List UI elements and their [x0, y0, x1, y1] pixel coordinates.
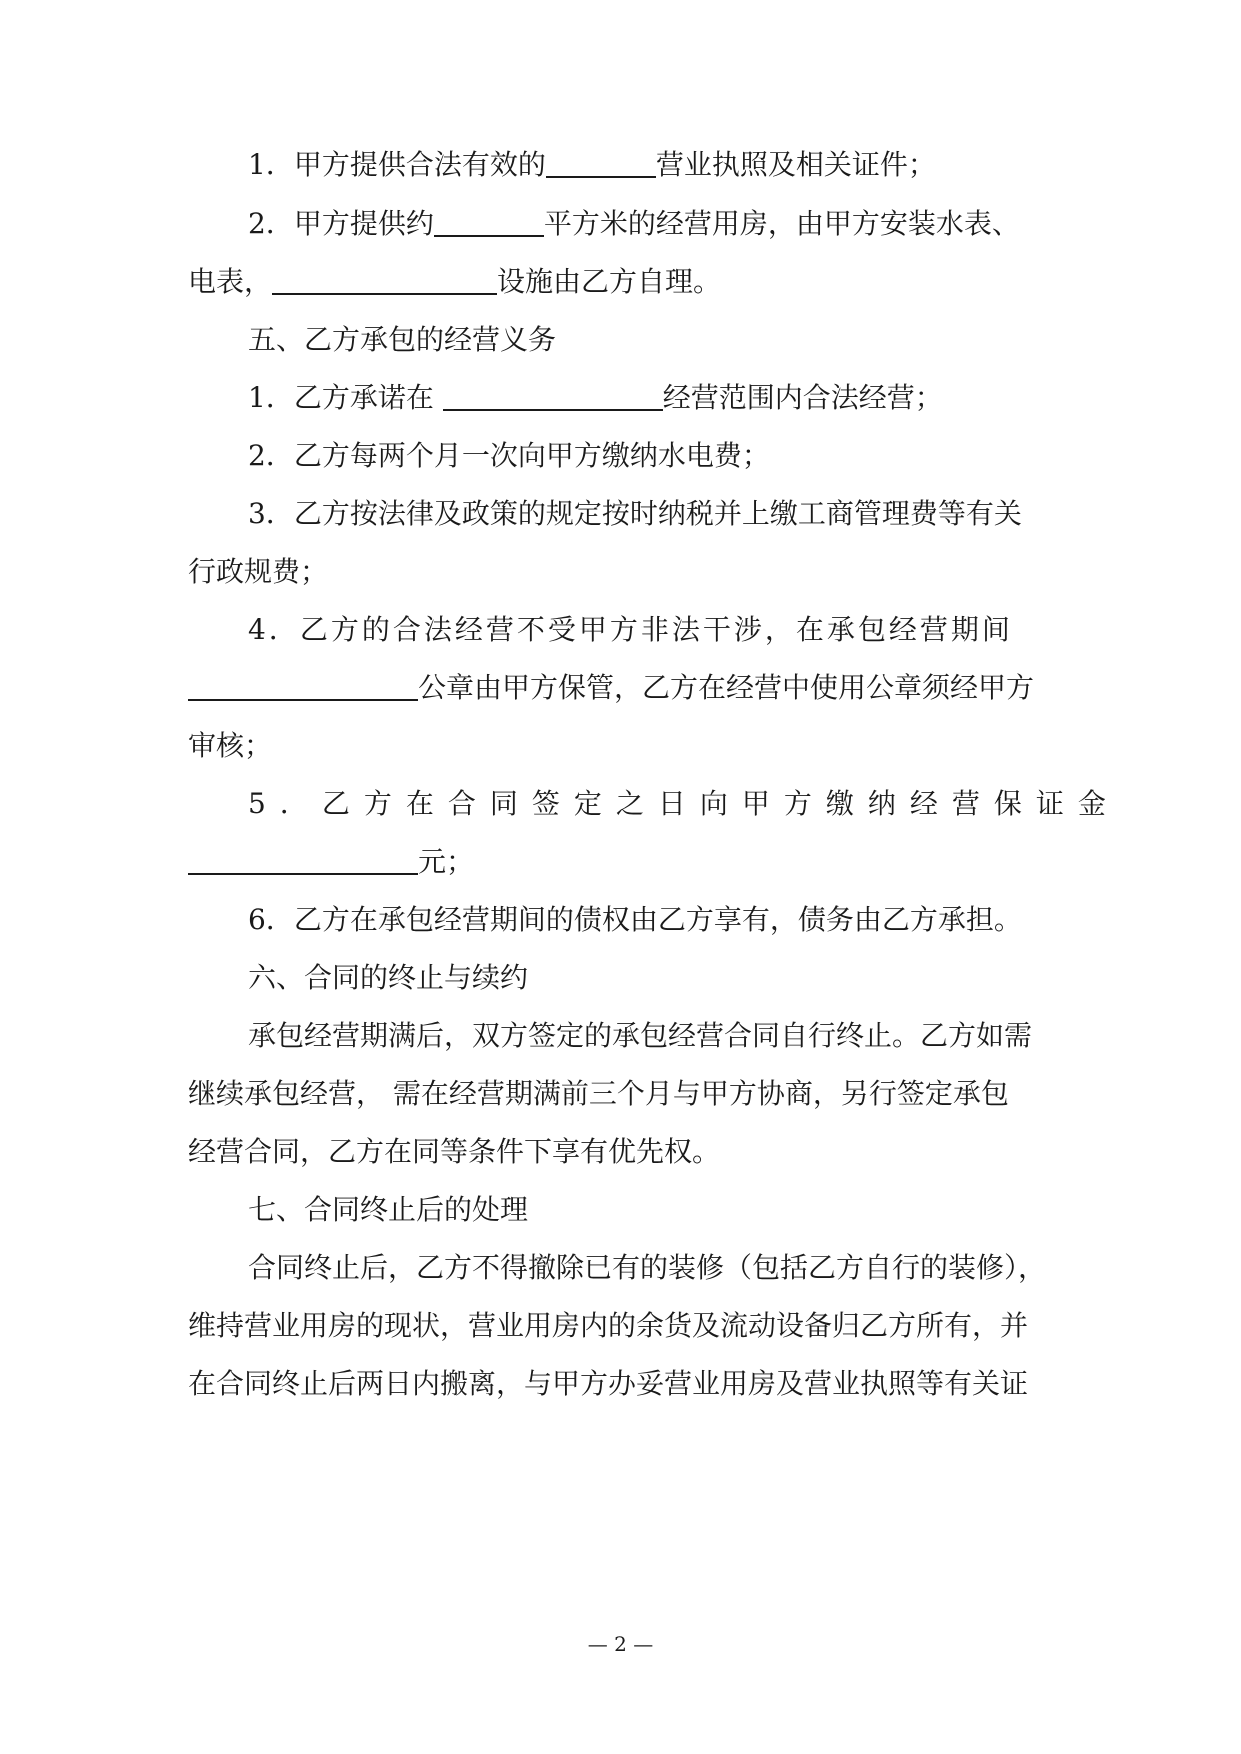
text: 设施由乙方自理。: [497, 265, 722, 298]
blank-field: [434, 205, 544, 237]
clause-4-2: [248, 204, 1060, 244]
section-6-para-line-3: 经营合同，乙方在同等条件下享有优先权。: [188, 1135, 721, 1168]
text: 1．乙方承诺在: [248, 381, 443, 414]
text: 营业执照及相关证件；: [655, 148, 936, 181]
section-6-para-line-1: 承包经营期满后，双方签定的承包经营合同自行终止。乙方如需: [248, 1019, 1033, 1052]
blank-field: [443, 379, 663, 411]
clause-5-2: 2．乙方每两个月一次向甲方缴纳水电费；: [248, 439, 770, 472]
clause-5-4-cont: [188, 668, 1060, 708]
section-7-para-line-3: 在合同终止后两日内搬离，与甲方办妥营业用房及营业执照等有关证: [188, 1367, 1029, 1400]
blank-field: [272, 263, 497, 295]
section-6-heading: 六、合同的终止与续约: [248, 961, 529, 994]
section-7-para-line-1: 合同终止后，乙方不得撤除已有的装修（包括乙方自行的装修），: [248, 1251, 1047, 1284]
clause-4-2-cont: [188, 262, 1060, 302]
clause-4-1: [248, 145, 1060, 185]
section-6-para-line-2: 继续承包经营， 需在经营期满前三个月与甲方协商，另行签定承包: [188, 1077, 1009, 1110]
clause-5-5: 5．乙方在合同签定之日向甲方缴纳经营保证金: [248, 787, 1120, 820]
text: 公章由甲方保管，乙方在经营中使用公章须经甲方: [418, 671, 1035, 704]
clause-5-3-cont: 行政规费；: [188, 555, 329, 588]
text: 1．甲方提供合法有效的: [248, 148, 546, 181]
clause-5-4-end: 审核；: [188, 729, 273, 762]
text: 电表，: [188, 265, 273, 298]
text: 2．甲方提供约: [248, 207, 434, 240]
blank-field: [188, 669, 418, 701]
text: 元；: [418, 845, 475, 878]
section-7-heading: 七、合同终止后的处理: [248, 1193, 529, 1226]
clause-5-5-cont: [188, 842, 1060, 882]
section-7-para-line-2: 维持营业用房的现状，营业用房内的余货及流动设备归乙方所有，并: [188, 1309, 1029, 1342]
blank-field: [188, 843, 418, 875]
clause-5-4: 4．乙方的合法经营不受甲方非法干涉，在承包经营期间: [248, 613, 1013, 646]
clause-5-3: 3．乙方按法律及政策的规定按时纳税并上缴工商管理费等有关: [248, 497, 1022, 530]
page-number: — 2 —: [587, 1632, 654, 1656]
text: 平方米的经营用房，由甲方安装水表、: [543, 207, 1020, 240]
clause-5-6: 6．乙方在承包经营期间的债权由乙方享有，债务由乙方承担。: [248, 903, 1022, 936]
clause-5-1: [248, 378, 1060, 418]
section-5-heading: 五、乙方承包的经营义务: [248, 323, 557, 356]
blank-field: [546, 146, 656, 178]
text: 经营范围内合法经营；: [662, 381, 943, 414]
